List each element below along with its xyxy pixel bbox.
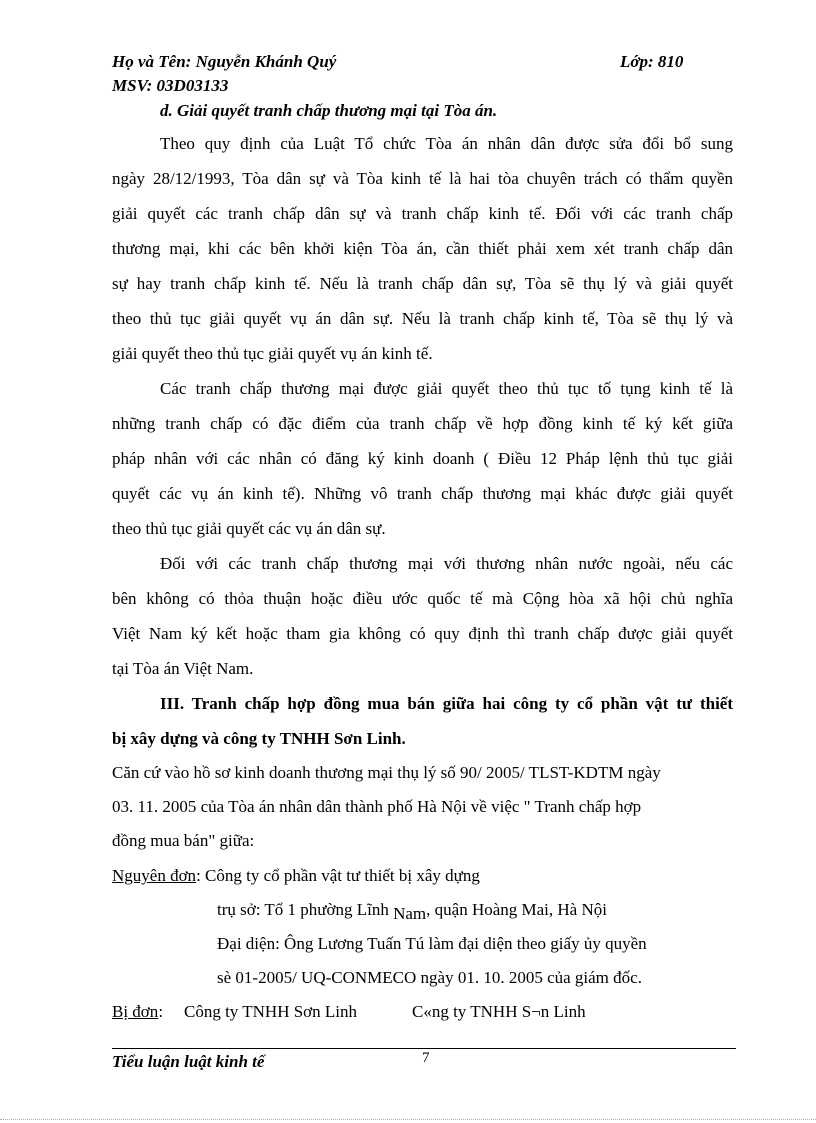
- paragraph-line: Việt Nam ký kết hoặc tham gia không có quy định thì tranh chấp được giải quyết: [112, 624, 733, 643]
- paragraph-line: giải quyết theo thủ tục giải quyết vụ án kinh tế.: [112, 344, 433, 363]
- paragraph-line: Theo quy định của Luật Tổ chức Tòa án nhân dân được sửa đổi bổ sung: [160, 134, 733, 153]
- paragraph-line: theo thủ tục giải quyết các vụ án dân sự.: [112, 519, 386, 538]
- address-part: trụ sở: Tổ 1 phường Lĩnh: [217, 900, 394, 919]
- section-d-heading: d. Giải quyết tranh chấp thương mại tại Tòa án.: [160, 101, 498, 120]
- paragraph-line: bên không có thỏa thuận hoặc điều ước quốc tế mà Cộng hòa xã hội chủ nghĩa: [112, 589, 733, 608]
- case-intro-line: 03. 11. 2005 của Tòa án nhân dân thành phố Hà Nội về việc " Tranh chấp hợp: [112, 797, 642, 816]
- plaintiff-authorization: sè 01-2005/ UQ-CONMECO ngày 01. 10. 2005 của giám đốc.: [217, 968, 642, 987]
- plaintiff-representative: Đại diện: Ông Lương Tuấn Tú làm đại diện theo giấy ủy quyền: [217, 934, 647, 953]
- footer-rule: [112, 1048, 736, 1049]
- defendant-colon: :: [158, 1002, 164, 1021]
- page-bottom-dots: [0, 1119, 816, 1120]
- paragraph-line: theo thủ tục giải quyết vụ án dân sự. Nếu là tranh chấp kinh tế, Tòa sẽ thụ lý và: [112, 309, 733, 328]
- paragraph-line: Đối với các tranh chấp thương mại với thương nhân nước ngoài, nếu các: [160, 554, 733, 573]
- paragraph-line: thương mại, khi các bên khởi kiện Tòa án, cần thiết phải xem xét tranh chấp dân: [112, 239, 733, 258]
- case-intro-line: đồng mua bán" giữa:: [112, 831, 255, 850]
- defendant-name: Công ty TNHH Sơn Linh: [184, 1002, 358, 1021]
- paragraph-line: sự hay tranh chấp kinh tế. Nếu là tranh chấp dân sự, Tòa sẽ thụ lý và giải quyết: [112, 274, 733, 293]
- plaintiff-row: [112, 866, 480, 886]
- paragraph-line: giải quyết các tranh chấp dân sự và tranh chấp kinh tế. Đối với các tranh chấp: [112, 204, 733, 223]
- plaintiff-address: [217, 900, 607, 923]
- section-iii-heading: III. Tranh chấp hợp đồng mua bán giữa hai công ty cổ phần vật tư thiết: [160, 694, 733, 713]
- section-iii-heading: bị xây dựng và công ty TNHH Sơn Linh.: [112, 729, 406, 748]
- paragraph-line: ngày 28/12/1993, Tòa dân sự và Tòa kinh tế là hai tòa chuyên trách có thẩm quyền: [112, 169, 733, 188]
- plaintiff-name: : Công ty cổ phần vật tư thiết bị xây dựng: [196, 866, 480, 885]
- paragraph-line: những tranh chấp có đặc điểm của tranh chấp về hợp đồng kinh tế ký kết giữa: [112, 414, 733, 433]
- case-intro-line: Căn cứ vào hồ sơ kinh doanh thương mại thụ lý số 90/ 2005/ TLST-KDTM ngày: [112, 763, 661, 782]
- defendant-label: Bị đơn: [112, 1002, 159, 1021]
- address-part: , quận Hoàng Mai, Hà Nội: [426, 900, 607, 919]
- class-label: Lớp: 810: [620, 52, 684, 71]
- plaintiff-label: Nguyên đơn: [112, 866, 197, 885]
- author-name: Họ và Tên: Nguyễn Khánh Quý: [112, 52, 337, 71]
- paragraph-line: pháp nhân với các nhân có đăng ký kinh doanh ( Điều 12 Pháp lệnh thủ tục giải: [112, 449, 733, 468]
- paragraph-line: Các tranh chấp thương mại được giải quyết theo thủ tục tố tụng kinh tế là: [160, 379, 733, 398]
- footer-title: Tiểu luận luật kinh tế: [112, 1052, 265, 1071]
- defendant-name-garbled: C«ng ty TNHH S¬n Linh: [412, 1002, 586, 1021]
- paragraph-line: tại Tòa án Việt Nam.: [112, 659, 254, 678]
- page-number: 7: [422, 1050, 430, 1066]
- address-part: Nam: [393, 904, 427, 923]
- student-id: MSV: 03D03133: [112, 76, 229, 95]
- defendant-row: [112, 1002, 163, 1022]
- paragraph-line: quyết các vụ án kinh tế). Những vô tranh chấp thương mại khác được giải quyết: [112, 484, 733, 503]
